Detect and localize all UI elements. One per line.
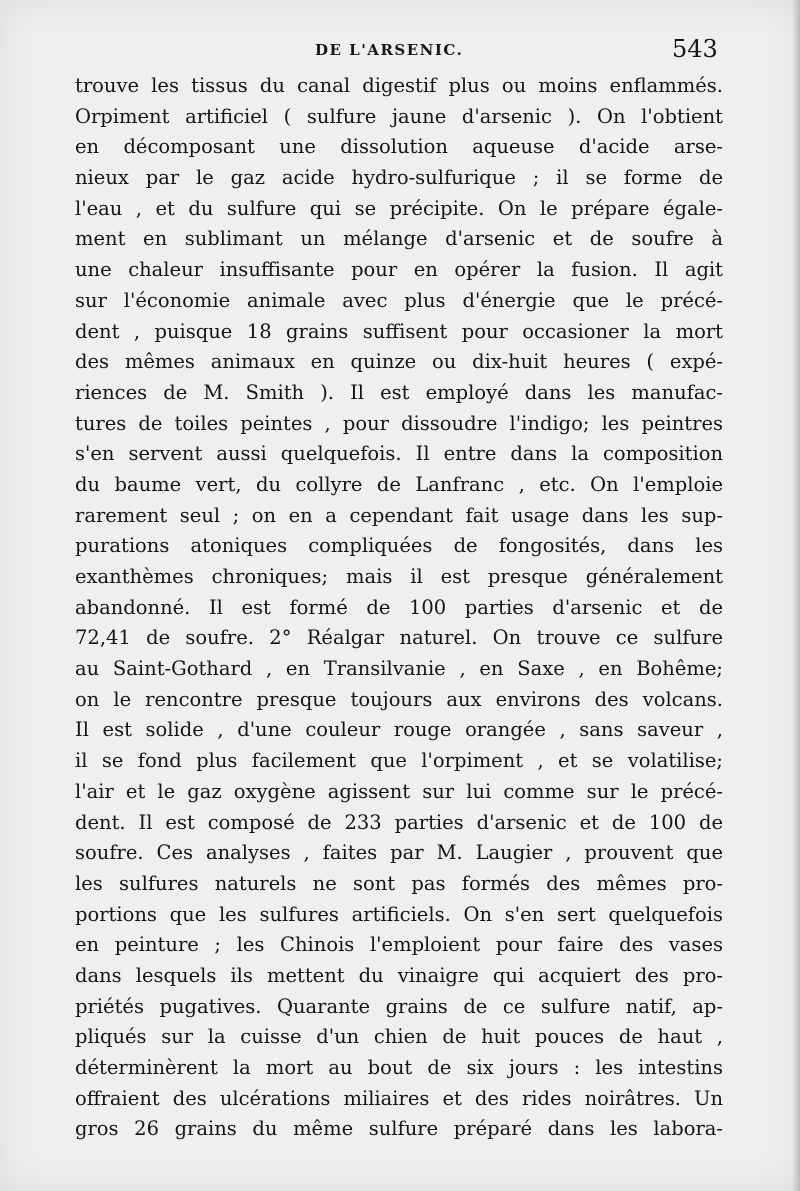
body-text (75, 71, 723, 1145)
text-line: il se fond plus facilement que l'orpiment , et se volatilise; (75, 749, 723, 773)
text-line: rarement seul ; on en a cependant fait usage dans les sup- (75, 503, 723, 527)
text-line: portions que les sulfures artificiels. On s'en sert quelquefois (75, 902, 723, 926)
text-line: purations atoniques compliquées de fongosités, dans les (75, 534, 723, 558)
text-line: tures de toiles peintes , pour dissoudre l'indigo; les peintres (75, 411, 723, 435)
text-line: nieux par le gaz acide hydro-sulfurique ; il se forme de (75, 166, 723, 190)
text-line: dent. Il est composé de 233 parties d'arsenic et de 100 de (75, 810, 723, 834)
text-line: déterminèrent la mort au bout de six jours : les intestins (75, 1056, 723, 1079)
text-line: en décomposant une dissolution aqueuse d'acide arse- (75, 135, 723, 159)
text-line: l'air et le gaz oxygène agissent sur lui comme sur le précé- (75, 779, 723, 803)
text-line: sur l'économie animale avec plus d'énergie que le précé- (75, 288, 723, 312)
text-line: ment en sublimant un mélange d'arsenic et de soufre à (75, 227, 723, 251)
text-line: du baume vert, du collyre de Lanfranc , etc. On l'emploie (75, 472, 723, 496)
page-number: 543 (672, 35, 718, 63)
running-head (0, 35, 800, 65)
text-line: pliqués sur la cuisse d'un chien de huit pouces de haut , (75, 1025, 723, 1049)
text-line: riences de M. Smith ). Il est employé dans les manufac- (75, 380, 723, 404)
text-line: gros 26 grains du même sulfure préparé dans les labora- (75, 1117, 723, 1141)
text-line: s'en servent aussi quelquefois. Il entre dans la composition (75, 442, 723, 466)
text-line: des mêmes animaux en quinze ou dix-huit heures ( expé- (75, 350, 723, 374)
text-line: une chaleur insuffisante pour en opérer la fusion. Il agit (75, 258, 723, 282)
text-line: abandonné. Il est formé de 100 parties d'arsenic et de (75, 595, 723, 619)
text-line: dent , puisque 18 grains suffisent pour occasioner la mort (75, 319, 723, 343)
text-line: Il est solide , d'une couleur rouge orangée , sans saveur , (75, 718, 723, 742)
text-line: on le rencontre presque toujours aux environs des volcans. (75, 687, 723, 711)
text-line: les sulfures naturels ne sont pas formés des mêmes pro- (75, 871, 723, 895)
text-line: dans lesquels ils mettent du vinaigre qui acquiert des pro- (75, 963, 723, 987)
text-line: au Saint-Gothard , en Transilvanie , en Saxe , en Bohême; (75, 657, 723, 681)
text-line: exanthèmes chroniques; mais il est presque généralement (75, 565, 723, 588)
running-head-title: DE L'ARSENIC. (315, 41, 464, 59)
text-line: en peinture ; les Chinois l'emploient pour faire des vases (75, 933, 723, 957)
text-line: priétés pugatives. Quarante grains de ce sulfure natif, ap- (75, 994, 723, 1018)
text-line: offraient des ulcérations miliaires et des rides noirâtres. Un (75, 1086, 723, 1110)
text-line: 72,41 de soufre. 2° Réalgar naturel. On trouve ce sulfure (75, 626, 723, 650)
text-line: l'eau , et du sulfure qui se précipite. On le prépare égale- (75, 196, 723, 220)
text-line: soufre. Ces analyses , faites par M. Laugier , prouvent que (75, 841, 723, 865)
page-edge-shadow (792, 0, 800, 1191)
text-line: Orpiment artificiel ( sulfure jaune d'arsenic ). On l'obtient (75, 104, 723, 128)
text-line: trouve les tissus du canal digestif plus ou moins enflammés. (75, 74, 723, 97)
